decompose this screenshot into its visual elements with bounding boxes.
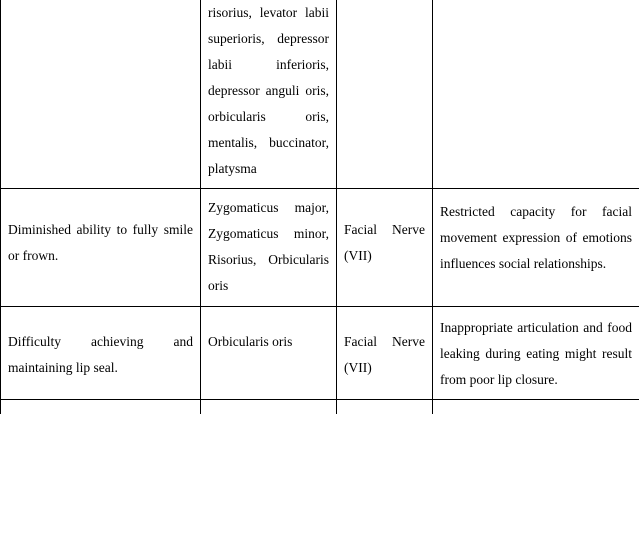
table-cell-nerve	[337, 399, 433, 414]
table-cell-muscles: Orbicularis oris	[201, 306, 337, 399]
table-row	[1, 399, 639, 414]
table-row	[1, 306, 639, 399]
table-cell-consequence: Inappropriate articulation and food leaking during eating might result from poor lip closure.	[433, 306, 639, 399]
table-cell-muscles	[201, 399, 337, 414]
table-cell-deficit: Difficulty achieving and maintaining lip seal.	[1, 306, 201, 399]
table-cell-deficit: Diminished ability to fully smile or frown.	[1, 189, 201, 306]
table-cell-deficit	[1, 0, 201, 189]
table-row	[1, 0, 639, 189]
table-cell-nerve: Facial Nerve (VII)	[337, 189, 433, 306]
table-cell-muscles: risorius, levator labii superioris, depressor labii inferioris, depressor anguli oris, orbicularis oris, mentalis, buccinator, platysma	[201, 0, 337, 189]
table-row	[1, 189, 639, 306]
table-cell-nerve	[337, 0, 433, 189]
table-cell-consequence: Restricted capacity for facial movement expression of emotions influences social relationships.	[433, 189, 639, 306]
table-cell-consequence	[433, 0, 639, 189]
table-cell-deficit	[1, 399, 201, 414]
table-cell-nerve: Facial Nerve (VII)	[337, 306, 433, 399]
table-cell-muscles: Zygomaticus major, Zygomaticus minor, Risorius, Orbicularis oris	[201, 189, 337, 306]
table-cell-consequence	[433, 399, 639, 414]
